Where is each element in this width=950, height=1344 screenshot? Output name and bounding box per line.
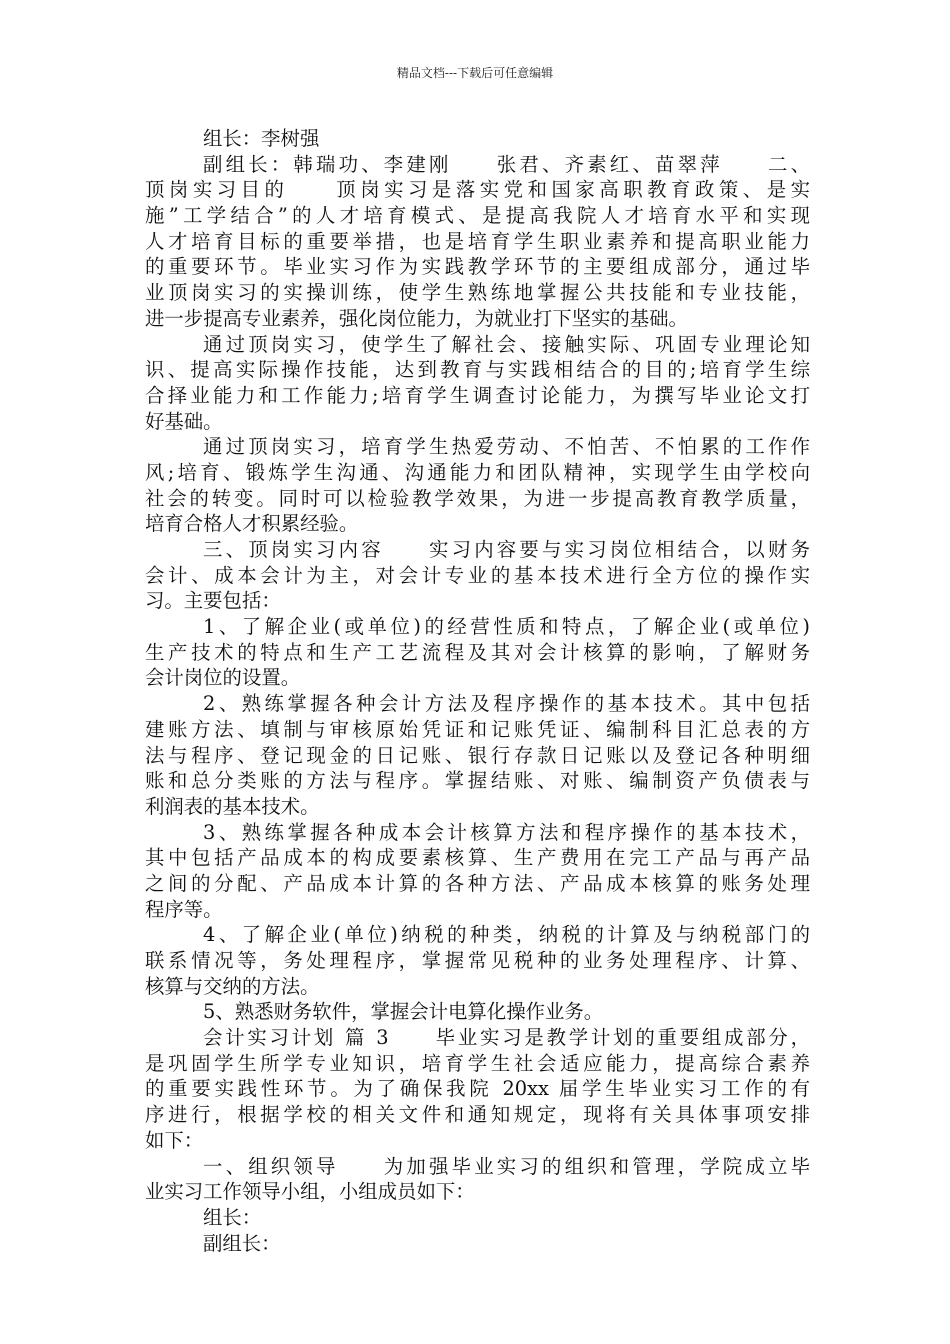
text-line: 如下：: [145, 1128, 204, 1152]
text-line: 联系情况等，务处理程序，掌握常见税种的业务处理程序、计算、: [145, 949, 810, 972]
text-line: 业顶岗实习的实操训练，使学生熟练地掌握公共技能和专业技能，: [145, 281, 810, 305]
text-line: 通过顶岗实习，使学生了解社会、接触实际、巩固专业理论知: [203, 332, 810, 356]
text-line: 会计实习计划 篇 3 毕业实习是教学计划的重要组成部分，: [203, 1026, 810, 1050]
text-line: 组长：: [203, 1205, 262, 1229]
text-line: 建账方法、填制与审核原始凭证和记账凭证、编制科目汇总表的方: [145, 717, 810, 741]
text-line: 组长：李树强: [203, 127, 320, 150]
text-line: 好基础。: [145, 409, 223, 433]
text-line: 顶岗实习目的 顶岗实习是落实党和国家高职教育政策、是实: [145, 178, 810, 202]
text-line: 1、了解企业(或单位)的经营性质和特点，了解企业(或单位): [203, 615, 810, 639]
text-line: 副组长：韩瑞功、李建刚 张君、齐素红、苗翠萍 二、: [203, 152, 810, 176]
text-line: 5、熟悉财务软件，掌握会计电算化操作业务。: [203, 1000, 604, 1024]
text-line: 风;培育、锻炼学生沟通、沟通能力和团队精神，实现学生由学校向: [145, 460, 810, 484]
document-body: [145, 126, 810, 1256]
text-line: 业实习工作领导小组，小组成员如下：: [145, 1180, 475, 1204]
text-line: 利润表的基本技术。: [145, 794, 320, 818]
text-line: 序进行，根据学校的相关文件和通知规定，现将有关具体事项安排: [145, 1103, 810, 1127]
text-line: 三、顶岗实习内容 实习内容要与实习岗位相结合，以财务: [203, 538, 810, 561]
text-line: 2、熟练掌握各种会计方法及程序操作的基本技术。其中包括: [203, 692, 810, 716]
text-line: 合择业能力和工作能力;培育学生调查讨论能力，为撰写毕业论文打: [145, 383, 810, 407]
text-line: 社会的转变。同时可以检验教学效果，为进一步提高教育教学质量，: [145, 486, 810, 510]
text-line: 会计、成本会计为主，对会计专业的基本技术进行全方位的操作实: [145, 563, 810, 587]
text-line: 培育合格人才积累经验。: [145, 512, 359, 536]
text-line: 是巩固学生所学专业知识，培育学生社会适应能力，提高综合素养: [145, 1051, 810, 1075]
text-line: 副组长：: [203, 1231, 281, 1255]
text-line: 一、组织领导 为加强毕业实习的组织和管理，学院成立毕: [203, 1154, 810, 1178]
text-line: 之间的分配、产品成本计算的各种方法、产品成本核算的账务处理: [145, 871, 810, 895]
text-line: 通过顶岗实习，培育学生热爱劳动、不怕苦、不怕累的工作作: [203, 435, 810, 459]
text-line: 3、熟练掌握各种成本会计核算方法和程序操作的基本技术，: [203, 820, 810, 844]
text-line: 核算与交纳的方法。: [145, 974, 320, 998]
text-line: 的重要环节。毕业实习作为实践教学环节的主要组成部分，通过毕: [145, 255, 810, 279]
text-line: 其中包括产品成本的构成要素核算、生产费用在完工产品与再产品: [145, 846, 810, 870]
page-header: 精品文档---下载后可任意编辑: [396, 66, 554, 80]
text-line: 施”工学结合”的人才培育模式、是提高我院人才培育水平和实现: [145, 204, 810, 228]
text-line: 的重要实践性环节。为了确保我院 20xx 届学生毕业实习工作的有: [145, 1077, 810, 1101]
text-line: 法与程序、登记现金的日记账、银行存款日记账以及登记各种明细: [145, 743, 810, 767]
text-line: 生产技术的特点和生产工艺流程及其对会计核算的影响，了解财务: [145, 640, 810, 664]
text-line: 会计岗位的设置。: [145, 666, 301, 690]
text-line: 习。主要包括：: [145, 589, 281, 613]
text-line: 4、了解企业(单位)纳税的种类，纳税的计算及与纳税部门的: [203, 923, 810, 947]
text-line: 账和总分类账的方法与程序。掌握结账、对账、编制资产负债表与: [145, 769, 810, 793]
text-line: 程序等。: [145, 897, 223, 921]
text-line: 进一步提高专业素养，强化岗位能力，为就业打下坚实的基础。: [145, 306, 688, 330]
text-line: 人才培育目标的重要举措，也是培育学生职业素养和提高职业能力: [145, 229, 810, 253]
text-line: 识、提高实际操作技能，达到教育与实践相结合的目的;培育学生综: [145, 358, 810, 382]
